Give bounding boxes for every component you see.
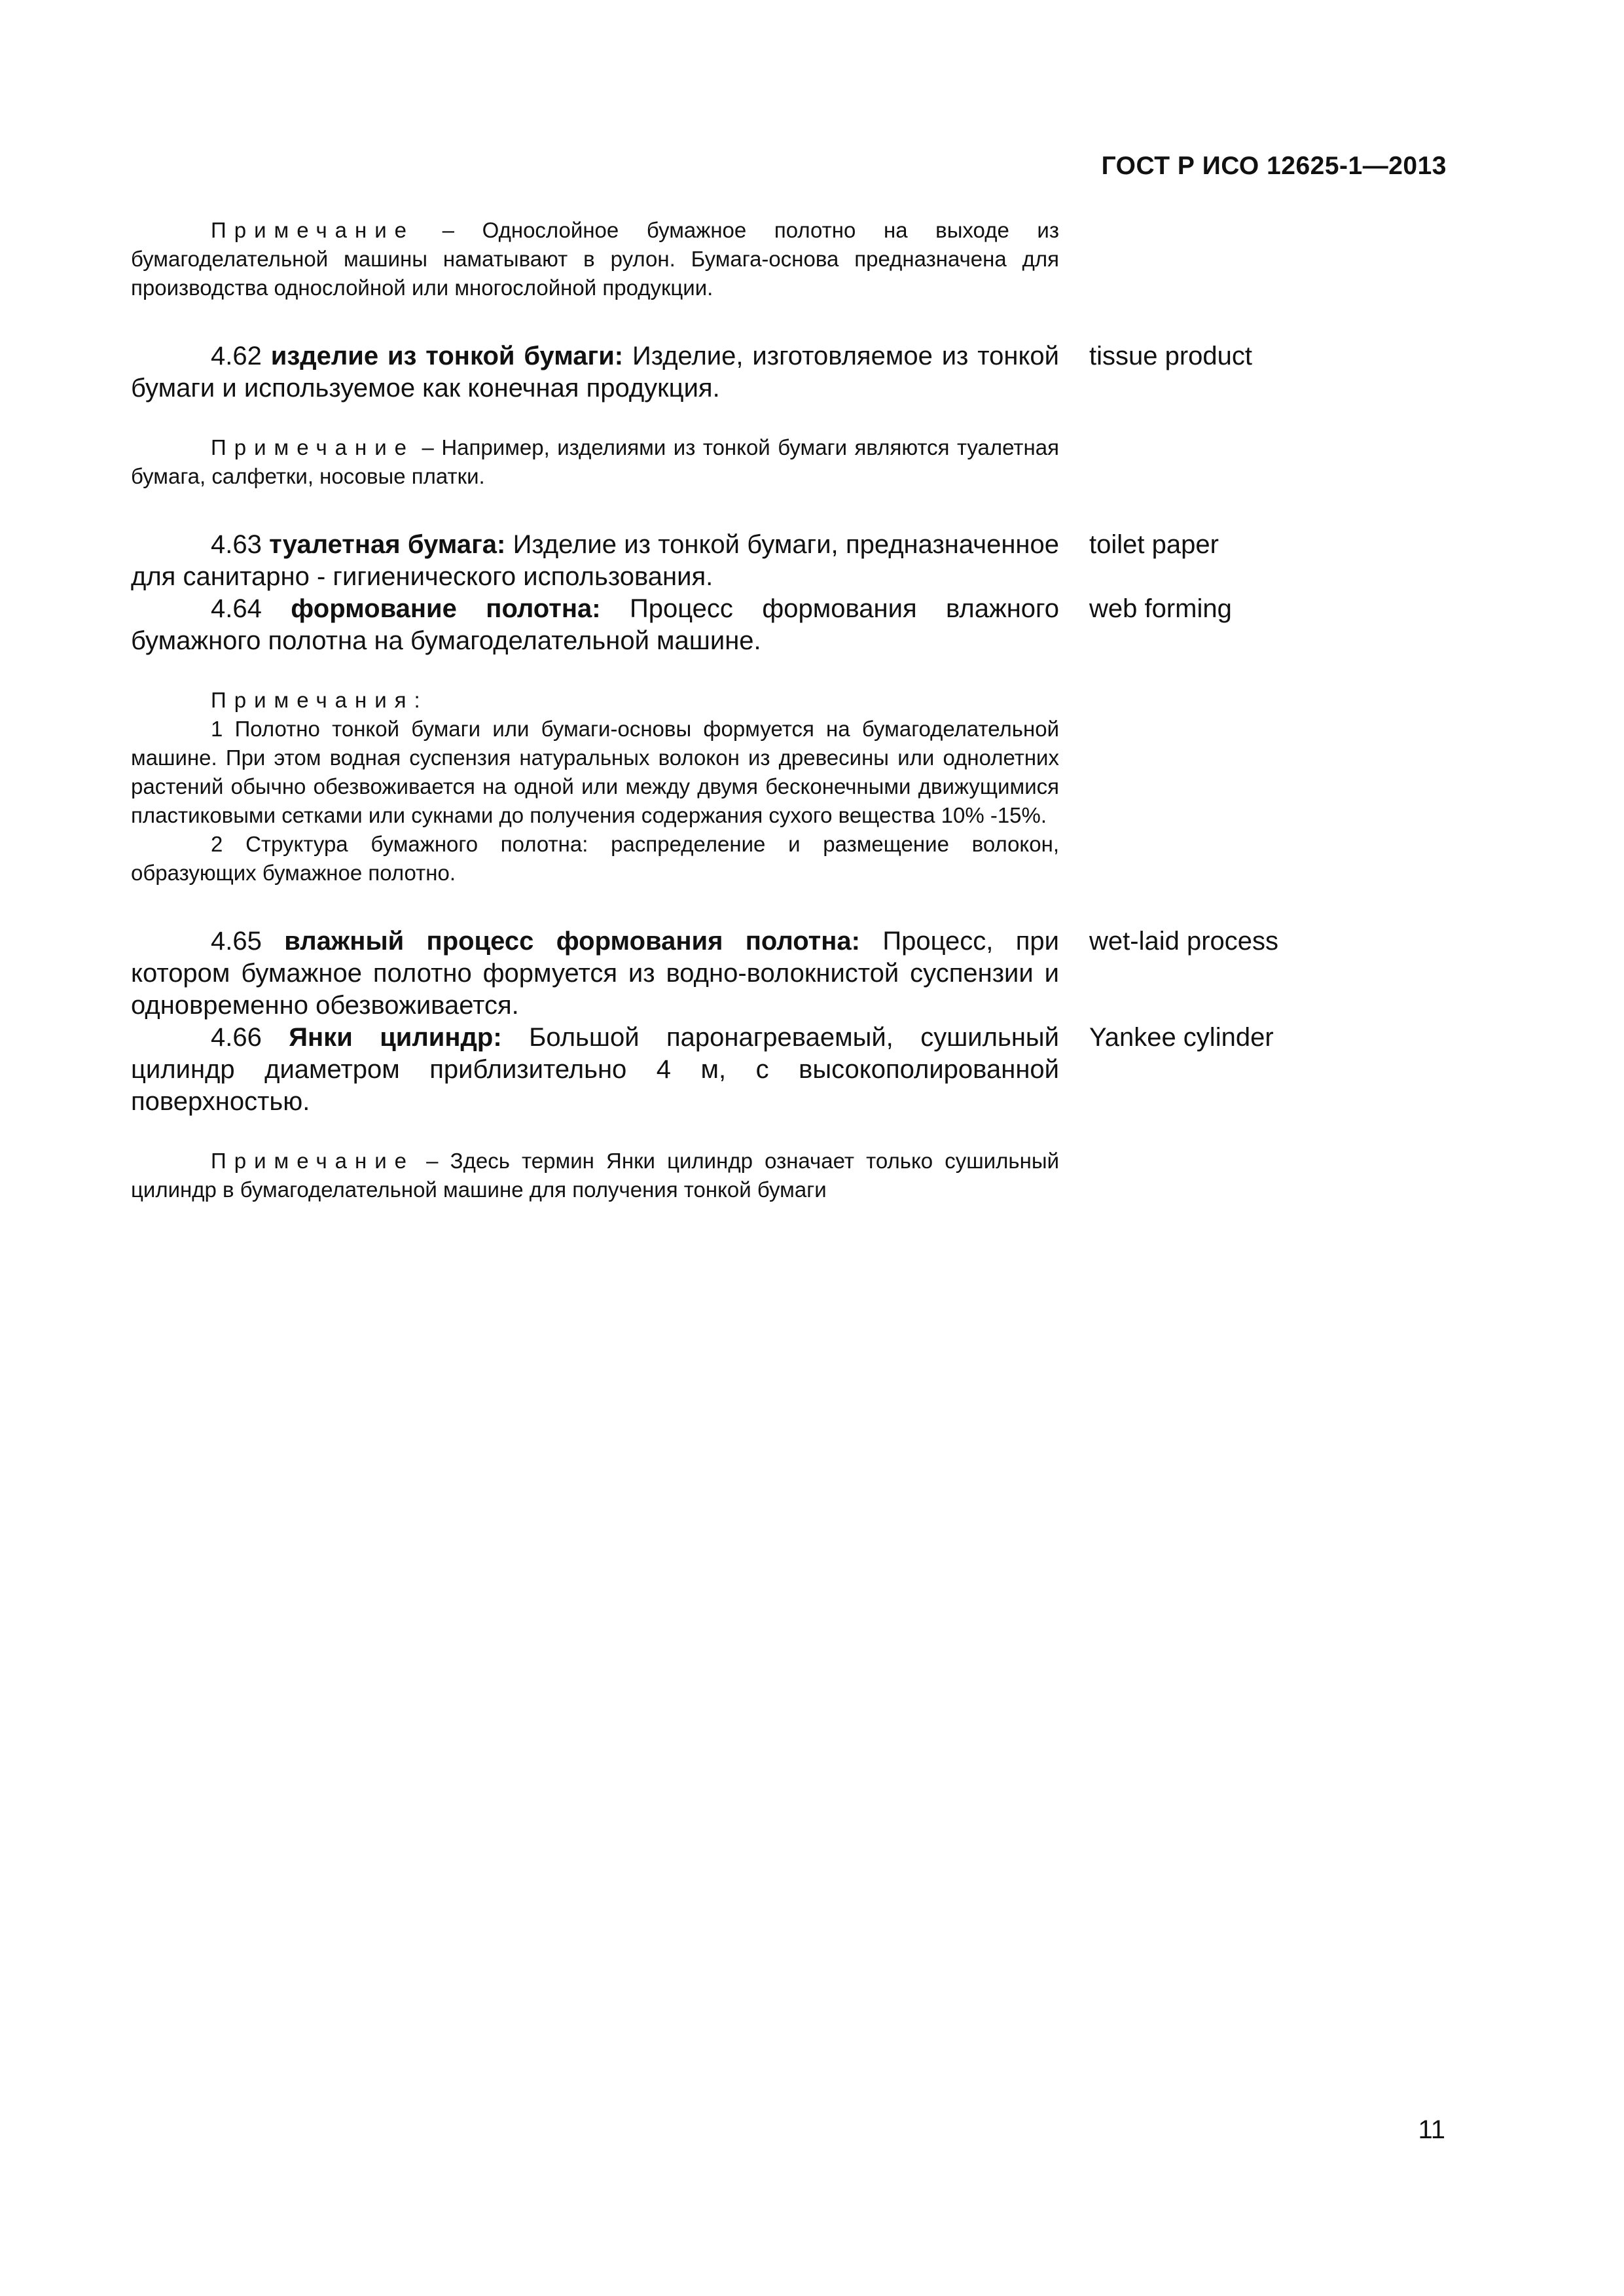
note-label: Примечание: [211, 218, 415, 242]
page-content: [131, 216, 1447, 1204]
note-item-1: 1 Полотно тонкой бумаги или бумаги-основы формуется на бумагоделательной машине. При этом водная суспензия натуральных волокон из древесины или однолетних растений обычно обезвоживается на одной или между двумя бесконечными движущимися пластиковыми сетками или сукнами до получения содержания сухого вещества 10% -15%.: [131, 717, 1059, 827]
notes-4-64: [131, 686, 1059, 888]
entry-term: туалетная бумага:: [269, 530, 506, 559]
entry-text: Изделие из тонкой бумаги, предназначенное для санитарно - гигиенического использования.: [131, 530, 1059, 591]
entry-definition: [131, 340, 1059, 404]
entry-english-term: Yankee cylinder: [1089, 1023, 1274, 1052]
note-text: – Здесь термин Янки цилиндр означает только сушильный цилиндр в бумагоделательной машине для получения тонкой бумаги: [131, 1149, 1059, 1202]
entry-4-65: [131, 925, 1447, 1022]
page-number: 11: [1418, 2115, 1445, 2144]
entry-term: формование полотна:: [291, 594, 601, 623]
entry-english-term: toilet paper: [1089, 530, 1219, 559]
entry-definition: [131, 1022, 1059, 1118]
entry-number: 4.64: [211, 594, 291, 623]
entry-text: Процесс формования влажного бумажного полотна на бумагоделательной машине.: [131, 594, 1060, 655]
entry-4-62: [131, 340, 1447, 404]
note-top: [131, 216, 1059, 302]
entry-4-64: [131, 593, 1447, 657]
entry-text: Изделие, изготовляемое из тонкой бумаги и используемое как конечная продукция.: [131, 342, 1059, 403]
notes-colon: :: [414, 688, 420, 712]
entry-number: 4.62: [211, 342, 271, 370]
note-text: – Однослойное бумажное полотно на выходе из бумагоделательной машины наматывают в рулон. Бумага-основа предназначена для производства однослойной или многослойной продукции.: [131, 218, 1059, 300]
note-label: Примечание: [211, 435, 415, 459]
entry-text: Процесс, при котором бумажное полотно формуется из водно-волокнистой суспензии и одновременно обезвоживается.: [131, 927, 1059, 1020]
entry-term: изделие из тонкой бумаги:: [270, 342, 624, 370]
entry-number: 4.65: [211, 927, 285, 956]
entry-4-63: [131, 529, 1447, 593]
entry-4-66: [131, 1022, 1447, 1118]
entry-definition: [131, 593, 1059, 657]
notes-label: Примечания: [211, 688, 414, 712]
entry-english-term: wet-laid process: [1089, 927, 1279, 956]
entry-definition: [131, 529, 1059, 593]
entry-english-term: tissue product: [1089, 342, 1253, 370]
entry-definition: [131, 925, 1059, 1022]
entry-number: 4.66: [211, 1023, 289, 1052]
entry-term: Янки цилиндр:: [289, 1023, 502, 1052]
entry-number: 4.63: [211, 530, 270, 559]
entry-text: Большой паронагреваемый, сушильный цилиндр диаметром приблизительно 4 м, с высокополированной поверхностью.: [131, 1023, 1059, 1116]
note-4-62: [131, 433, 1059, 491]
note-4-66: [131, 1147, 1059, 1204]
note-label: Примечание: [211, 1149, 415, 1173]
note-item-2: 2 Структура бумажного полотна: распределение и размещение волокон, образующих бумажное полотно.: [131, 832, 1059, 885]
entry-english-term: web forming: [1089, 594, 1232, 623]
note-text: – Например, изделиями из тонкой бумаги являются туалетная бумага, салфетки, носовые платки.: [131, 435, 1059, 488]
entry-term: влажный процесс формования полотна:: [284, 927, 860, 956]
document-header: ГОСТ Р ИСО 12625-1—2013: [1101, 152, 1447, 180]
